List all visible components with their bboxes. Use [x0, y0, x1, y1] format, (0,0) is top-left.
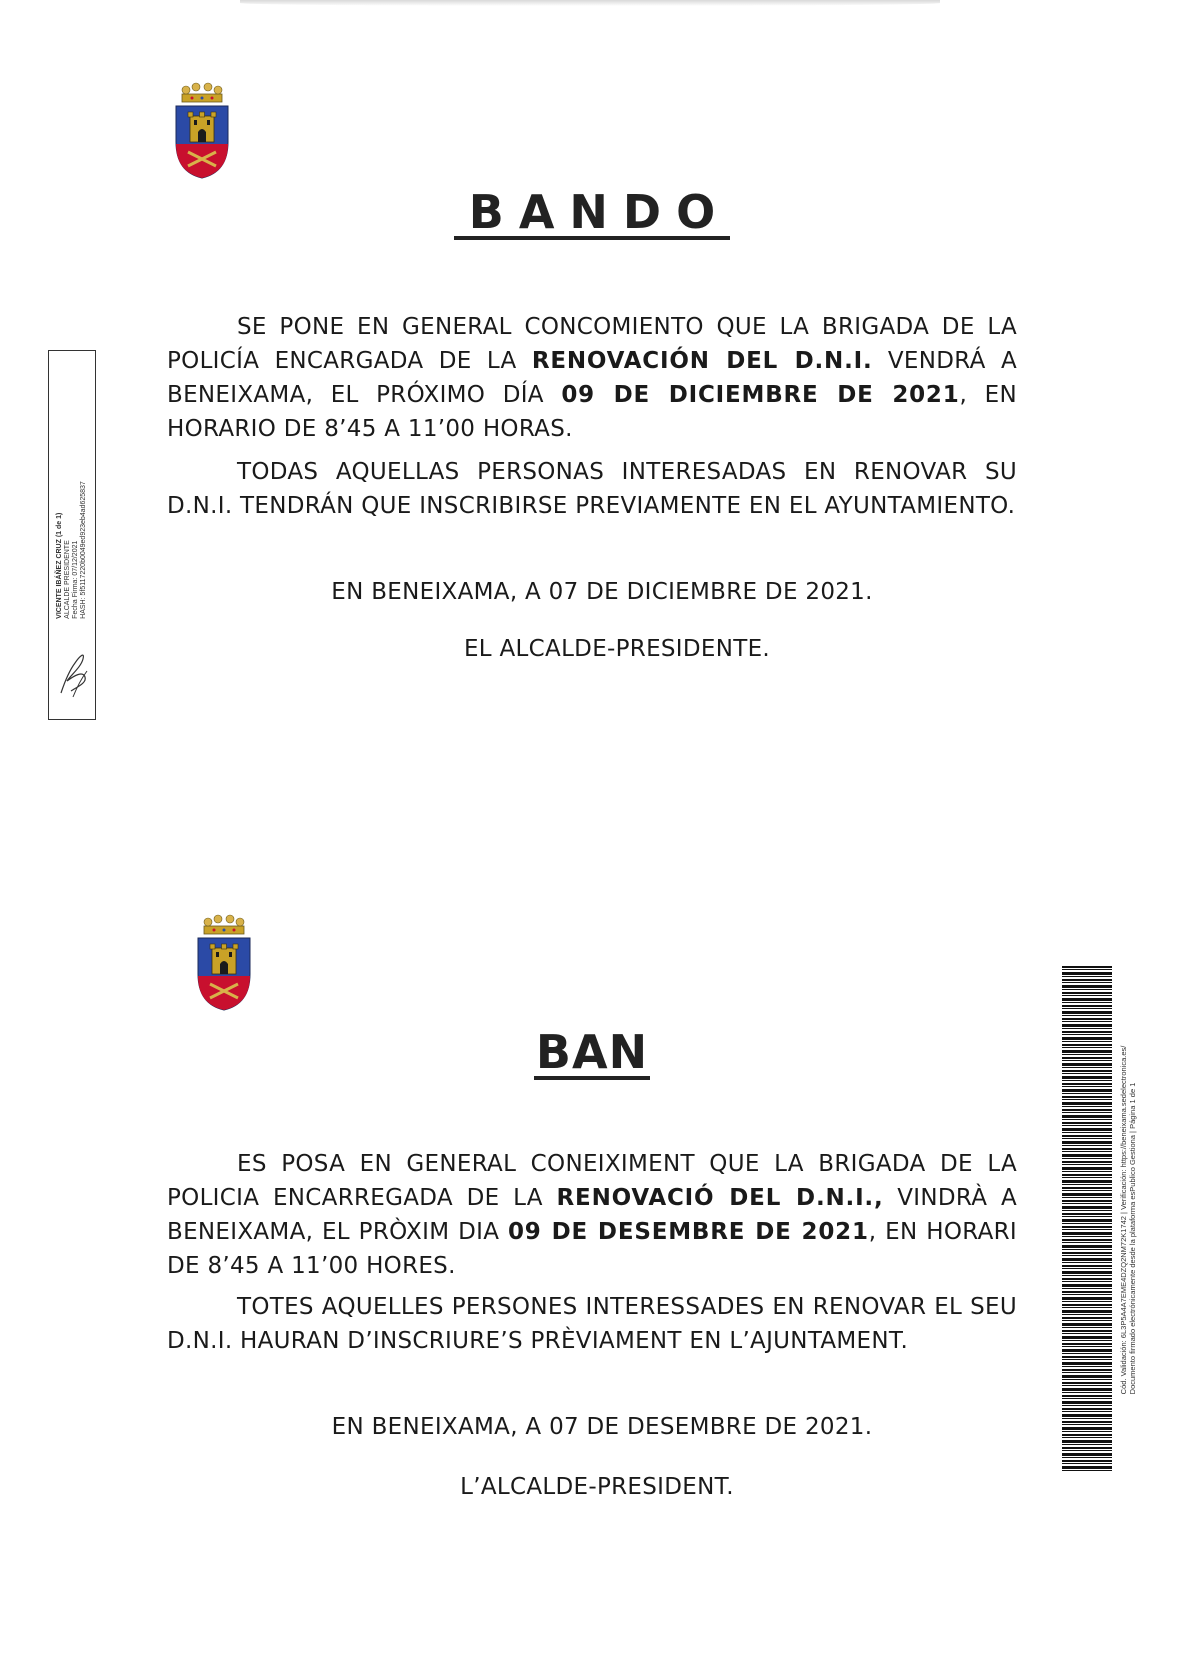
signer-name: VICENTE IBÁÑEZ CRUZ (1 de 1)	[56, 512, 63, 619]
verification-barcode	[1062, 966, 1112, 1471]
signature-hash: HASH: 5f5117220b0049ed923eb4ad625837	[80, 481, 87, 619]
ban-title	[0, 1025, 1184, 1080]
bando-p2-text: TODAS AQUELLAS PERSONAS INTERESADAS EN RENOVAR SU D.N.I. TENDRÁN QUE INSCRIBIRSE PREVIAMENTE EN EL AYUNTAMIENTO.	[167, 459, 1017, 519]
municipal-crest-top	[170, 80, 234, 180]
scan-shadow	[240, 0, 940, 6]
crest-icon	[192, 912, 256, 1012]
ban-place-date: EN BENEIXAMA, A 07 DE DESEMBRE DE 2021.	[331, 1414, 873, 1440]
verification-platform-line: Documento firmado electrónicamente desde la plataforma esPublico Gestiona | Página 1 de 1	[1128, 1082, 1137, 1395]
ban-p1-text-c: , EN HORARI DE 8’45 A 11’00 HORES.	[167, 1219, 1017, 1279]
ban-p1-text-a: ES POSA EN GENERAL CONEIXIMENT QUE LA BRIGADA DE LA POLICIA ENCARREGADA DE LA	[167, 1151, 1017, 1211]
ban-signature: L’ALCALDE-PRESIDENT.	[460, 1474, 734, 1500]
handwritten-signature-icon	[55, 641, 91, 701]
bando-title	[0, 185, 1184, 240]
electronic-signature-stamp	[48, 350, 96, 720]
verification-code-line: Cód. Validación: 6L3P5A4A7EME4DZQ2NM72K1742 | Verificación: https://beneixama.sedelectronica.es/	[1119, 1045, 1128, 1395]
ban-paragraph-1	[167, 1147, 1017, 1283]
verification-text	[1119, 1046, 1137, 1395]
signer-role: ALCALDE PRESIDENTE	[64, 540, 71, 619]
bando-title-text: BANDO	[454, 188, 730, 240]
ban-p2-text: TOTES AQUELLES PERSONES INTERESSADES EN RENOVAR EL SEU D.N.I. HAURAN D’INSCRIURE’S PRÈVIAMENT EN L’AJUNTAMENT.	[167, 1294, 1017, 1354]
ban-p1-text-b: VINDRÀ A BENEIXAMA, EL PRÒXIM DIA	[167, 1185, 1017, 1245]
crest-icon	[170, 80, 234, 180]
bando-p1-text-a: SE PONE EN GENERAL CONCOMIENTO QUE LA BRIGADA DE LA POLICÍA ENCARGADA DE LA	[167, 314, 1017, 374]
ban-title-text: BAN	[535, 1025, 649, 1079]
signature-date: Fecha Firma: 07/12/2021	[72, 540, 79, 619]
bando-signature: EL ALCALDE-PRESIDENTE.	[463, 636, 771, 662]
bando-paragraph-1	[167, 310, 1017, 446]
bando-paragraph-2	[167, 455, 1017, 523]
bando-place-date: EN BENEIXAMA, A 07 DE DICIEMBRE DE 2021.	[331, 579, 873, 605]
bando-p1-text-b: VENDRÁ A BENEIXAMA, EL PRÓXIMO DÍA	[167, 348, 1017, 408]
ban-p1-bold-date: 09 DE DESEMBRE DE 2021	[508, 1219, 869, 1245]
ban-p1-bold-renovacio: RENOVACIÓ DEL D.N.I.,	[556, 1185, 884, 1211]
bando-p1-bold-renovacion: RENOVACIÓN DEL D.N.I.	[531, 348, 873, 374]
municipal-crest-bottom	[192, 912, 256, 1012]
signature-stamp-text	[56, 481, 88, 619]
bando-p1-bold-date: 09 DE DICIEMBRE DE 2021	[561, 382, 960, 408]
bando-p1-text-c: , EN HORARIO DE 8’45 A 11’00 HORAS.	[167, 382, 1017, 442]
ban-paragraph-2	[167, 1290, 1017, 1358]
